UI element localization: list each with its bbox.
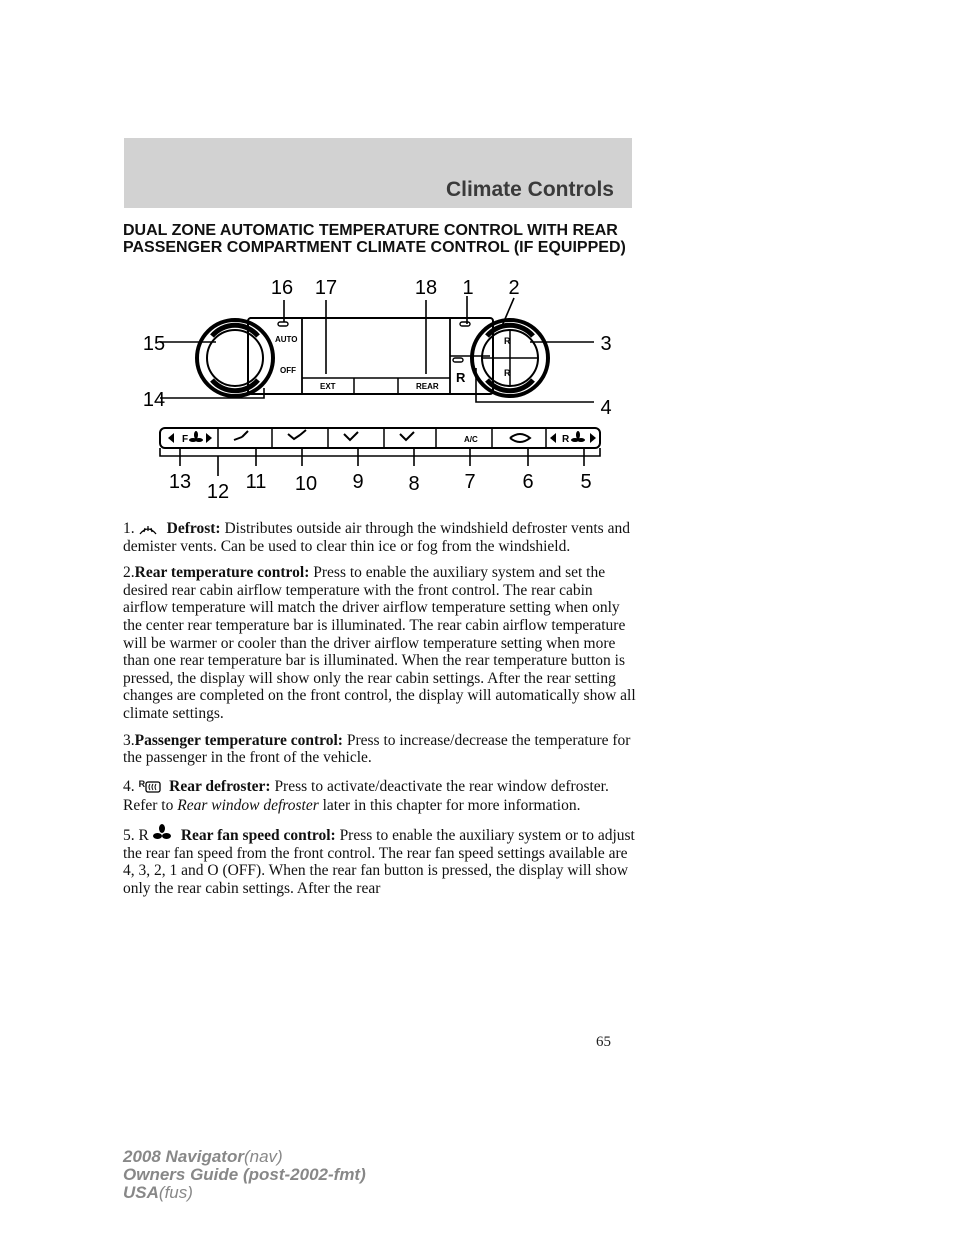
callout-17: 17 — [314, 277, 338, 299]
rear-fan-icon — [571, 431, 585, 442]
panel-floor-vent-icon — [288, 430, 306, 439]
callout-2: 2 — [508, 277, 520, 299]
rear-fan-label: R — [562, 434, 570, 445]
footer-vehicle-code: (nav) — [243, 1147, 283, 1166]
item-number: 1. — [123, 520, 135, 537]
heading-line-2: PASSENGER COMPARTMENT CLIMATE CONTROL (IF EQUIPPED) — [123, 239, 626, 256]
rear-fan-left-arrow — [550, 433, 556, 443]
callout-6: 6 — [522, 471, 534, 493]
callout-12: 12 — [206, 481, 230, 503]
page-number: 65 — [596, 1034, 611, 1050]
item-title: Rear temperature control: — [134, 564, 310, 582]
floor-vent-icon — [344, 432, 358, 440]
rear-temp-bottom-label: R — [504, 368, 511, 378]
item-text-italic: Rear window defroster — [177, 797, 319, 815]
callout-8: 8 — [408, 473, 420, 495]
item-defrost — [123, 520, 637, 555]
item-rear-defroster — [123, 776, 637, 815]
item-text: Press to enable the auxiliary system or to adjust the rear fan speed from the front control. The rear fan speed settings available are 4, 3, 2, 1 and O (OFF). When the rear fan button is pressed, the display will show only the rear cabin settings. After the rear — [123, 826, 635, 897]
auto-label: AUTO — [275, 335, 298, 344]
section-heading — [123, 222, 643, 256]
item-number: 5. — [123, 826, 135, 844]
footer-line-1 — [123, 1148, 366, 1166]
driver-knob-inner — [207, 330, 263, 386]
footer — [123, 1148, 366, 1202]
section-title: Climate Controls — [445, 178, 614, 201]
defrost-indicator — [460, 322, 470, 326]
item-prefix: R — [138, 826, 149, 844]
footer-line-2 — [123, 1166, 366, 1184]
ext-label: EXT — [320, 382, 336, 391]
callout-5: 5 — [580, 471, 592, 493]
callout-7: 7 — [464, 471, 476, 493]
callout-13: 13 — [168, 471, 192, 493]
footer-line-3 — [123, 1184, 366, 1202]
item-number: 4. — [123, 777, 135, 795]
item-passenger-temperature — [123, 732, 637, 767]
header-band — [124, 138, 632, 208]
callout-10: 10 — [294, 473, 318, 495]
ac-label: A/C — [464, 435, 478, 444]
recirculation-icon — [510, 434, 530, 442]
driver-temperature-knob — [197, 320, 273, 396]
strip-bracket-left — [160, 448, 600, 456]
front-fan-left-arrow — [168, 433, 174, 443]
item-title: Defrost: — [166, 520, 221, 537]
front-fan-icon — [189, 431, 203, 442]
callout-11: 11 — [245, 471, 267, 493]
callout-18: 18 — [414, 277, 438, 299]
item-number: 3. — [123, 731, 135, 749]
item-title: Passenger temperature control: — [134, 731, 343, 749]
rear-fan-right-arrow — [590, 433, 596, 443]
callout-14: 14 — [142, 389, 166, 411]
footer-market-code: (fus) — [158, 1183, 193, 1202]
auto-indicator — [278, 322, 288, 326]
panel-vent-icon — [234, 431, 248, 440]
item-text-after: later in this chapter for more information. — [318, 797, 581, 815]
callout-16: 16 — [270, 277, 294, 299]
floor-defrost-vent-icon — [400, 432, 414, 440]
front-fan-right-arrow — [206, 433, 212, 443]
footer-vehicle: 2008 Navigator — [123, 1147, 244, 1166]
rear-temp-top-label: R — [504, 336, 511, 346]
rear-defrost-icon — [139, 776, 162, 798]
item-rear-fan-speed — [123, 824, 637, 897]
item-text: Press to increase/decrease the temperature for the passenger in the front of the vehicle. — [123, 731, 631, 767]
footer-market: USA — [123, 1183, 159, 1202]
defrost-icon — [139, 521, 157, 535]
item-number: 2. — [123, 564, 135, 582]
front-fan-label: F — [182, 434, 189, 445]
item-title: Rear defroster: — [169, 777, 271, 795]
item-text: Press to enable the auxiliary system and set the desired rear cabin airflow temperature with the front control. The rear cabin airflow temperature will match the driver airflow temperature setting when only the center rear temperature bar is illuminated. The rear cabin airflow temperature will be warmer or cooler than the driver airflow temperature setting when more than one rear temperature bar is illuminated. When the rear temperature button is pressed, the display will show only the rear cabin settings. After the rear setting changes are completed on the front control, the display will automatically show all climate settings. — [123, 564, 636, 722]
callout-3: 3 — [600, 333, 612, 355]
heading-line-1: DUAL ZONE AUTOMATIC TEMPERATURE CONTROL WITH REAR — [123, 222, 618, 239]
callout-15: 15 — [142, 333, 166, 355]
rear-defrost-icon-label: R — [138, 778, 146, 789]
item-text: Distributes outside air through the windshield defroster vents and demister vents. Can be used to clear thin ice or fog from the windshield. — [123, 520, 630, 555]
callout-9: 9 — [352, 471, 364, 493]
rear-defrost-indicator — [453, 358, 463, 362]
off-label: OFF — [280, 366, 296, 375]
button-strip — [160, 428, 600, 448]
body-text — [123, 520, 637, 906]
rear-label: REAR — [416, 382, 439, 391]
item-text: Press to activate/deactivate the rear window defroster. Refer to — [123, 777, 609, 815]
climate-control-diagram — [130, 270, 630, 510]
item-rear-temperature — [123, 564, 637, 722]
fan-icon — [153, 824, 171, 842]
rear-defrost-label: R — [456, 370, 466, 385]
callout-4: 4 — [600, 397, 612, 419]
footer-guide: Owners Guide (post-2002-fmt) — [123, 1165, 366, 1184]
item-title: Rear fan speed control: — [180, 826, 336, 844]
callout-1: 1 — [462, 277, 474, 299]
